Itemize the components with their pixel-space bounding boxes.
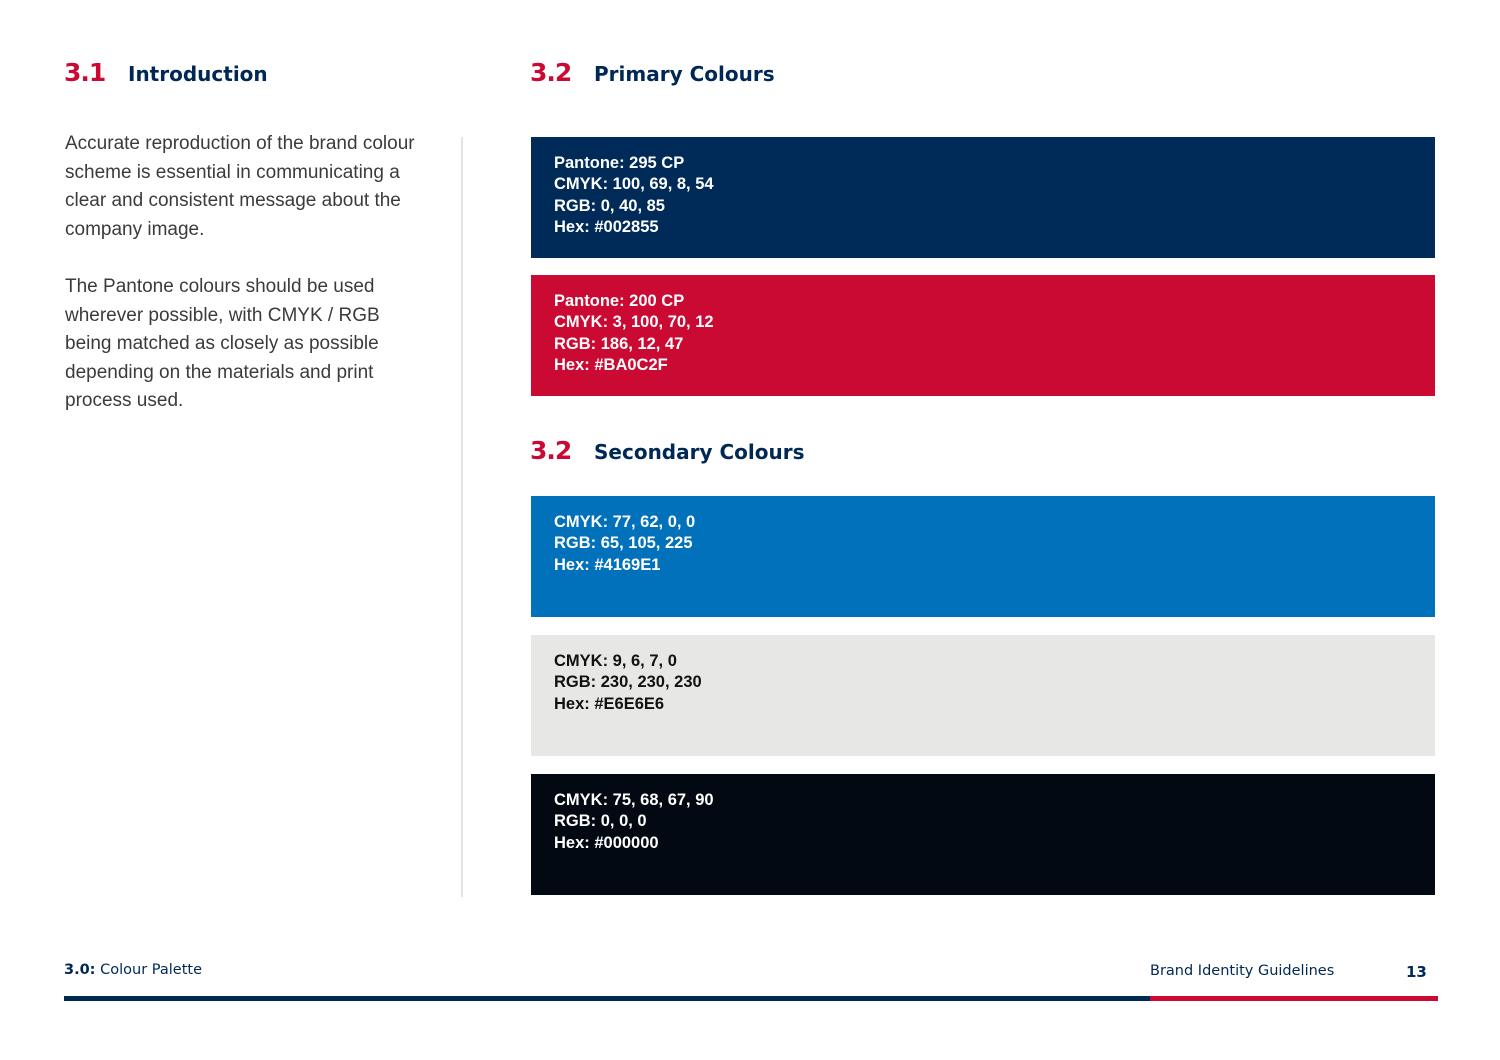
section-number: 3.2 — [530, 436, 572, 465]
swatch-rgb: RGB: 65, 105, 225 — [554, 534, 693, 553]
intro-paragraph-1: Accurate reproduction of the brand colour scheme is essential in communicating a clear and consistent message about the company image. — [65, 133, 415, 240]
swatch-rgb: RGB: 230, 230, 230 — [554, 673, 702, 692]
intro-paragraph-2: The Pantone colours should be used wherever possible, with CMYK / RGB being matched as closely as possible depending on the materials and print process used. — [65, 275, 380, 412]
swatch-primary-navy — [531, 137, 1435, 258]
section-title: Introduction — [128, 62, 268, 86]
footer-rule-red — [1150, 996, 1438, 1001]
swatch-pantone: Pantone: 200 CP — [554, 292, 685, 310]
section-title: Secondary Colours — [594, 440, 805, 464]
swatch-hex: Hex: #000000 — [554, 833, 659, 852]
section-heading-introduction — [64, 58, 268, 87]
swatch-cmyk: CMYK: 75, 68, 67, 90 — [554, 791, 714, 809]
swatch-secondary-black — [531, 774, 1435, 895]
footer-section-name: Colour Palette — [100, 962, 202, 978]
swatch-rgb: RGB: 186, 12, 47 — [554, 334, 684, 353]
swatch-rgb: RGB: 0, 0, 0 — [554, 812, 647, 831]
swatch-rgb: RGB: 0, 40, 85 — [554, 196, 665, 215]
swatch-cmyk: CMYK: 3, 100, 70, 12 — [554, 313, 714, 332]
footer-rule-navy — [64, 996, 1150, 1001]
section-number: 3.2 — [530, 58, 572, 87]
intro-body — [65, 130, 425, 445]
swatch-primary-red — [531, 275, 1435, 396]
swatch-pantone: Pantone: 295 CP — [554, 154, 685, 172]
footer-document-title: Brand Identity Guidelines — [1150, 963, 1335, 979]
footer-section-prefix: 3.0: — [64, 962, 96, 978]
swatch-hex: Hex: #002855 — [554, 218, 659, 237]
swatch-secondary-grey — [531, 635, 1435, 756]
section-number: 3.1 — [64, 58, 106, 87]
footer-section-label — [64, 962, 202, 978]
swatch-secondary-blue — [531, 496, 1435, 617]
section-heading-secondary-colours — [530, 436, 805, 465]
swatch-cmyk: CMYK: 100, 69, 8, 54 — [554, 175, 714, 194]
swatch-hex: Hex: #BA0C2F — [554, 356, 668, 375]
swatch-hex: Hex: #4169E1 — [554, 555, 661, 574]
column-divider — [461, 137, 463, 897]
section-title: Primary Colours — [594, 62, 775, 86]
section-heading-primary-colours — [530, 58, 775, 87]
page-number: 13 — [1406, 963, 1427, 981]
swatch-cmyk: CMYK: 77, 62, 0, 0 — [554, 513, 696, 531]
swatch-hex: Hex: #E6E6E6 — [554, 694, 665, 713]
swatch-cmyk: CMYK: 9, 6, 7, 0 — [554, 652, 677, 670]
